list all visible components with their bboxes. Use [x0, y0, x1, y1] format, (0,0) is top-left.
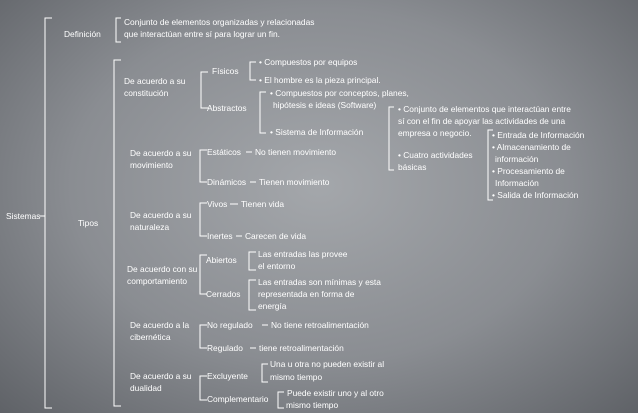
tipos-label: Tipos [78, 218, 99, 228]
actividad-entrada: • Entrada de Información [492, 130, 585, 140]
actividad-salida: • Salida de Información [492, 190, 579, 200]
si-desc-line2: sí con el fin de apoyar las actividades de una [398, 116, 566, 126]
actividad-procesamiento-1: • Procesamiento de [492, 166, 565, 176]
regulado-label: Regulado [207, 343, 243, 353]
cerrados-desc-line3: energía [258, 301, 287, 311]
no-regulado-label: No regulado [207, 320, 253, 330]
cibernetica-bracket [200, 325, 207, 348]
actividad-procesamiento-2: Información [495, 178, 539, 188]
abstractos-item-2: hipótesis e ideas (Software) [273, 100, 377, 110]
complementario-label: Complementario [207, 394, 269, 404]
comportamiento-label-line1: De acuerdo con su [127, 264, 198, 274]
no-regulado-desc: No tiene retroalimentación [271, 320, 369, 330]
inertes-label: Inertes [207, 231, 233, 241]
definicion-text-line2: que interactúan entre sí para lograr un fin. [124, 29, 280, 39]
dinamicos-desc: Tienen movimiento [259, 177, 330, 187]
si-desc-line1: • Conjunto de elementos que interactúan entre [398, 104, 571, 114]
cibernetica-label-line2: cibernética [130, 332, 171, 342]
movimiento-bracket [200, 150, 207, 182]
dualidad-label-line1: De acuerdo a su [130, 371, 192, 381]
cerrados-desc-line2: representada en forma de [258, 289, 355, 299]
complementario-desc-line2: mismo tiempo [286, 400, 339, 410]
vivos-label: Vivos [207, 199, 228, 209]
abstractos-item-1: • Compuestos por conceptos, planes, [270, 88, 409, 98]
abiertos-label: Abiertos [206, 255, 237, 265]
fisicos-label: Físicos [212, 66, 239, 76]
actividad-almacenamiento-2: información [495, 154, 539, 164]
cerrados-label: Cerrados [206, 289, 241, 299]
abiertos-desc-line1: Las entradas las provee [258, 249, 348, 259]
definicion-label: Definición [64, 29, 101, 39]
constitucion-label-line2: constitución [124, 88, 169, 98]
movimiento-label-line1: De acuerdo a su [130, 148, 192, 158]
dualidad-bracket [200, 376, 207, 400]
vivos-desc: Tienen vida [241, 199, 284, 209]
naturaleza-label-line1: De acuerdo a su [130, 210, 192, 220]
excluyente-bracket [262, 364, 268, 382]
excluyente-desc-line2: mismo tiempo [270, 372, 323, 382]
cerrados-desc-line1: Las entradas son mínimas y esta [258, 277, 381, 287]
tipos-bracket [114, 60, 121, 406]
naturaleza-label-line2: naturaleza [130, 222, 170, 232]
comportamiento-label-line2: comportamiento [127, 276, 188, 286]
sistema-informacion-item: • Sistema de Información [270, 127, 364, 137]
excluyente-desc-line1: Una u otra no pueden existir al [270, 359, 385, 369]
definicion-bracket [116, 18, 121, 42]
excluyente-label: Excluyente [207, 371, 248, 381]
si-cuatro-line2: básicas [398, 162, 427, 172]
cibernetica-label-line1: De acuerdo a la [130, 320, 190, 330]
root-bracket [45, 18, 52, 408]
fisicos-item-2: • El hombre es la pieza principal. [259, 75, 381, 85]
si-cuatro-line1: • Cuatro actividades [398, 150, 473, 160]
estaticos-label: Estáticos [207, 147, 241, 157]
regulado-desc: tiene retroalimentación [259, 343, 344, 353]
inertes-desc: Carecen de vida [245, 231, 306, 241]
actividad-almacenamiento-1: • Almacenamiento de [492, 142, 571, 152]
abstractos-label: Abstractos [207, 103, 247, 113]
abiertos-bracket [249, 252, 256, 270]
complementario-desc-line1: Puede existir uno y al otro [287, 388, 384, 398]
movimiento-label-line2: movimiento [130, 160, 173, 170]
fisicos-bracket [250, 62, 256, 80]
abstractos-bracket [260, 92, 266, 133]
dinamicos-label: Dinámicos [207, 177, 247, 187]
complementario-bracket [278, 392, 284, 408]
si-bracket [389, 107, 394, 170]
constitucion-label-line1: De acuerdo a su [124, 76, 186, 86]
root-label: Sistemas [6, 211, 41, 221]
definicion-text-line1: Conjunto de elementos organizadas y relacionadas [124, 17, 315, 27]
fisicos-item-1: • Compuestos por equipos [259, 57, 358, 67]
si-desc-line3: empresa o negocio. [398, 128, 472, 138]
naturaleza-bracket [200, 203, 207, 236]
abiertos-desc-line2: el entorno [258, 261, 296, 271]
cerrados-bracket [249, 280, 256, 310]
dualidad-label-line2: dualidad [130, 383, 162, 393]
estaticos-desc: No tienen movimiento [255, 147, 336, 157]
